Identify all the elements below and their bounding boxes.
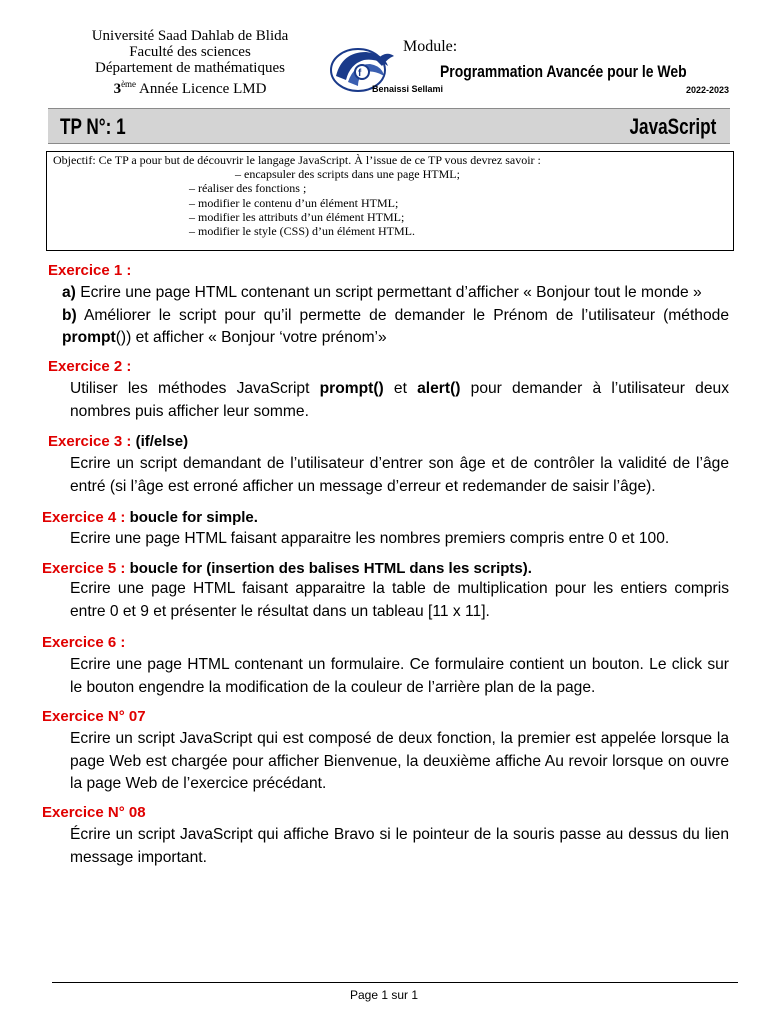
exercise-body: Ecrire une page HTML faisant apparaitre les nombres premiers compris entre 0 et 100. (70, 530, 670, 547)
exercise-title: Exercice 5 : boucle for (insertion des balises HTML dans les scripts). (42, 560, 532, 577)
exercise-title: Exercice 2 : (48, 358, 132, 375)
footer-divider (52, 982, 738, 983)
exercise-title: Exercice 6 : (42, 634, 126, 651)
exercise-title: Exercice N° 07 (42, 708, 146, 725)
exercise-title: Exercice 1 : (48, 262, 132, 279)
objective-item: – encapsuler des scripts dans une page HTML; (235, 167, 460, 182)
exercise-body: Ecrire une page HTML faisant apparaitre la table de multiplication pour les entiers compris entre 0 et 9 et présenter le résultat dans un tableau [11 x 11]. (70, 580, 729, 620)
objective-item: – modifier les attributs d’un élément HTML; (189, 209, 405, 224)
faculty-name: Faculté des sciences (129, 44, 251, 60)
exercise-body: Ecrire un script demandant de l’utilisateur d’entrer son âge et de contrôler la validité de l’âge entré (si l’âge est erroné afficher un message d’erreur et redemander de saisir l’âge). (70, 455, 729, 495)
exercise-body: Utiliser les méthodes JavaScript prompt() et alert() pour demander à l’utilisateur deux nombres puis afficher leur somme. (70, 380, 729, 420)
exercise-title: Exercice 3 : (if/else) (48, 433, 189, 450)
page-number: Page 1 sur 1 (349, 988, 419, 1002)
course-name: Programmation Avancée pour le Web (440, 62, 687, 81)
objective-box (46, 151, 734, 251)
svg-text:f: f (358, 68, 362, 79)
tp-title-bar (48, 108, 730, 144)
tp-subject: JavaScript (629, 114, 716, 139)
author-name: Benaissi Sellami (372, 84, 444, 94)
exercise-body: Ecrire un script JavaScript qui est composé de deux fonction, la premier est appelée lorsque la page Web est chargée pour afficher Bienvenue, la deuxième affiche Au revoir lorsque on ouvre la page Web de l’exercice précédant. (70, 730, 729, 792)
department-name: Département de mathématiques (95, 60, 285, 76)
year-level: 3ème Année Licence LMD (113, 79, 267, 97)
exercise-part-b: b) Améliorer le script pour qu’il permette de demander le Prénom de l’utilisateur (méthode prompt()) et afficher « Bonjour ‘votre prénom’» (62, 306, 729, 346)
exercise-body: Ecrire une page HTML contenant un formulaire. Ce formulaire contient un bouton. Le click sur le bouton engendre la modification de la couleur de l’arrière plan de la page. (70, 656, 729, 696)
objective-item: – modifier le style (CSS) d’un élément HTML. (189, 224, 415, 239)
tp-number: TP N°: 1 (60, 114, 126, 139)
academic-year: 2022-2023 (686, 85, 730, 95)
exercise-body (62, 282, 729, 350)
module-label: Module: (403, 38, 458, 55)
objective-item: – modifier le contenu d’un élément HTML; (189, 195, 399, 210)
exercise-part-a: a) Ecrire une page HTML contenant un script permettant d’afficher « Bonjour tout le monde » (62, 284, 702, 301)
university-name: Université Saad Dahlab de Blida (91, 28, 289, 44)
objective-intro: Objectif: Ce TP a pour but de découvrir le langage JavaScript. À l’issue de ce TP vous devrez savoir : (53, 153, 541, 167)
exercise-title: Exercice 4 : boucle for simple. (42, 509, 258, 526)
institution-block (60, 28, 320, 97)
exercise-body: Écrire un script JavaScript qui affiche Bravo si le pointeur de la souris passe au dessus du lien message important. (70, 826, 729, 866)
exercise-title: Exercice N° 08 (42, 804, 146, 821)
objective-item: – réaliser des fonctions ; (189, 181, 307, 196)
